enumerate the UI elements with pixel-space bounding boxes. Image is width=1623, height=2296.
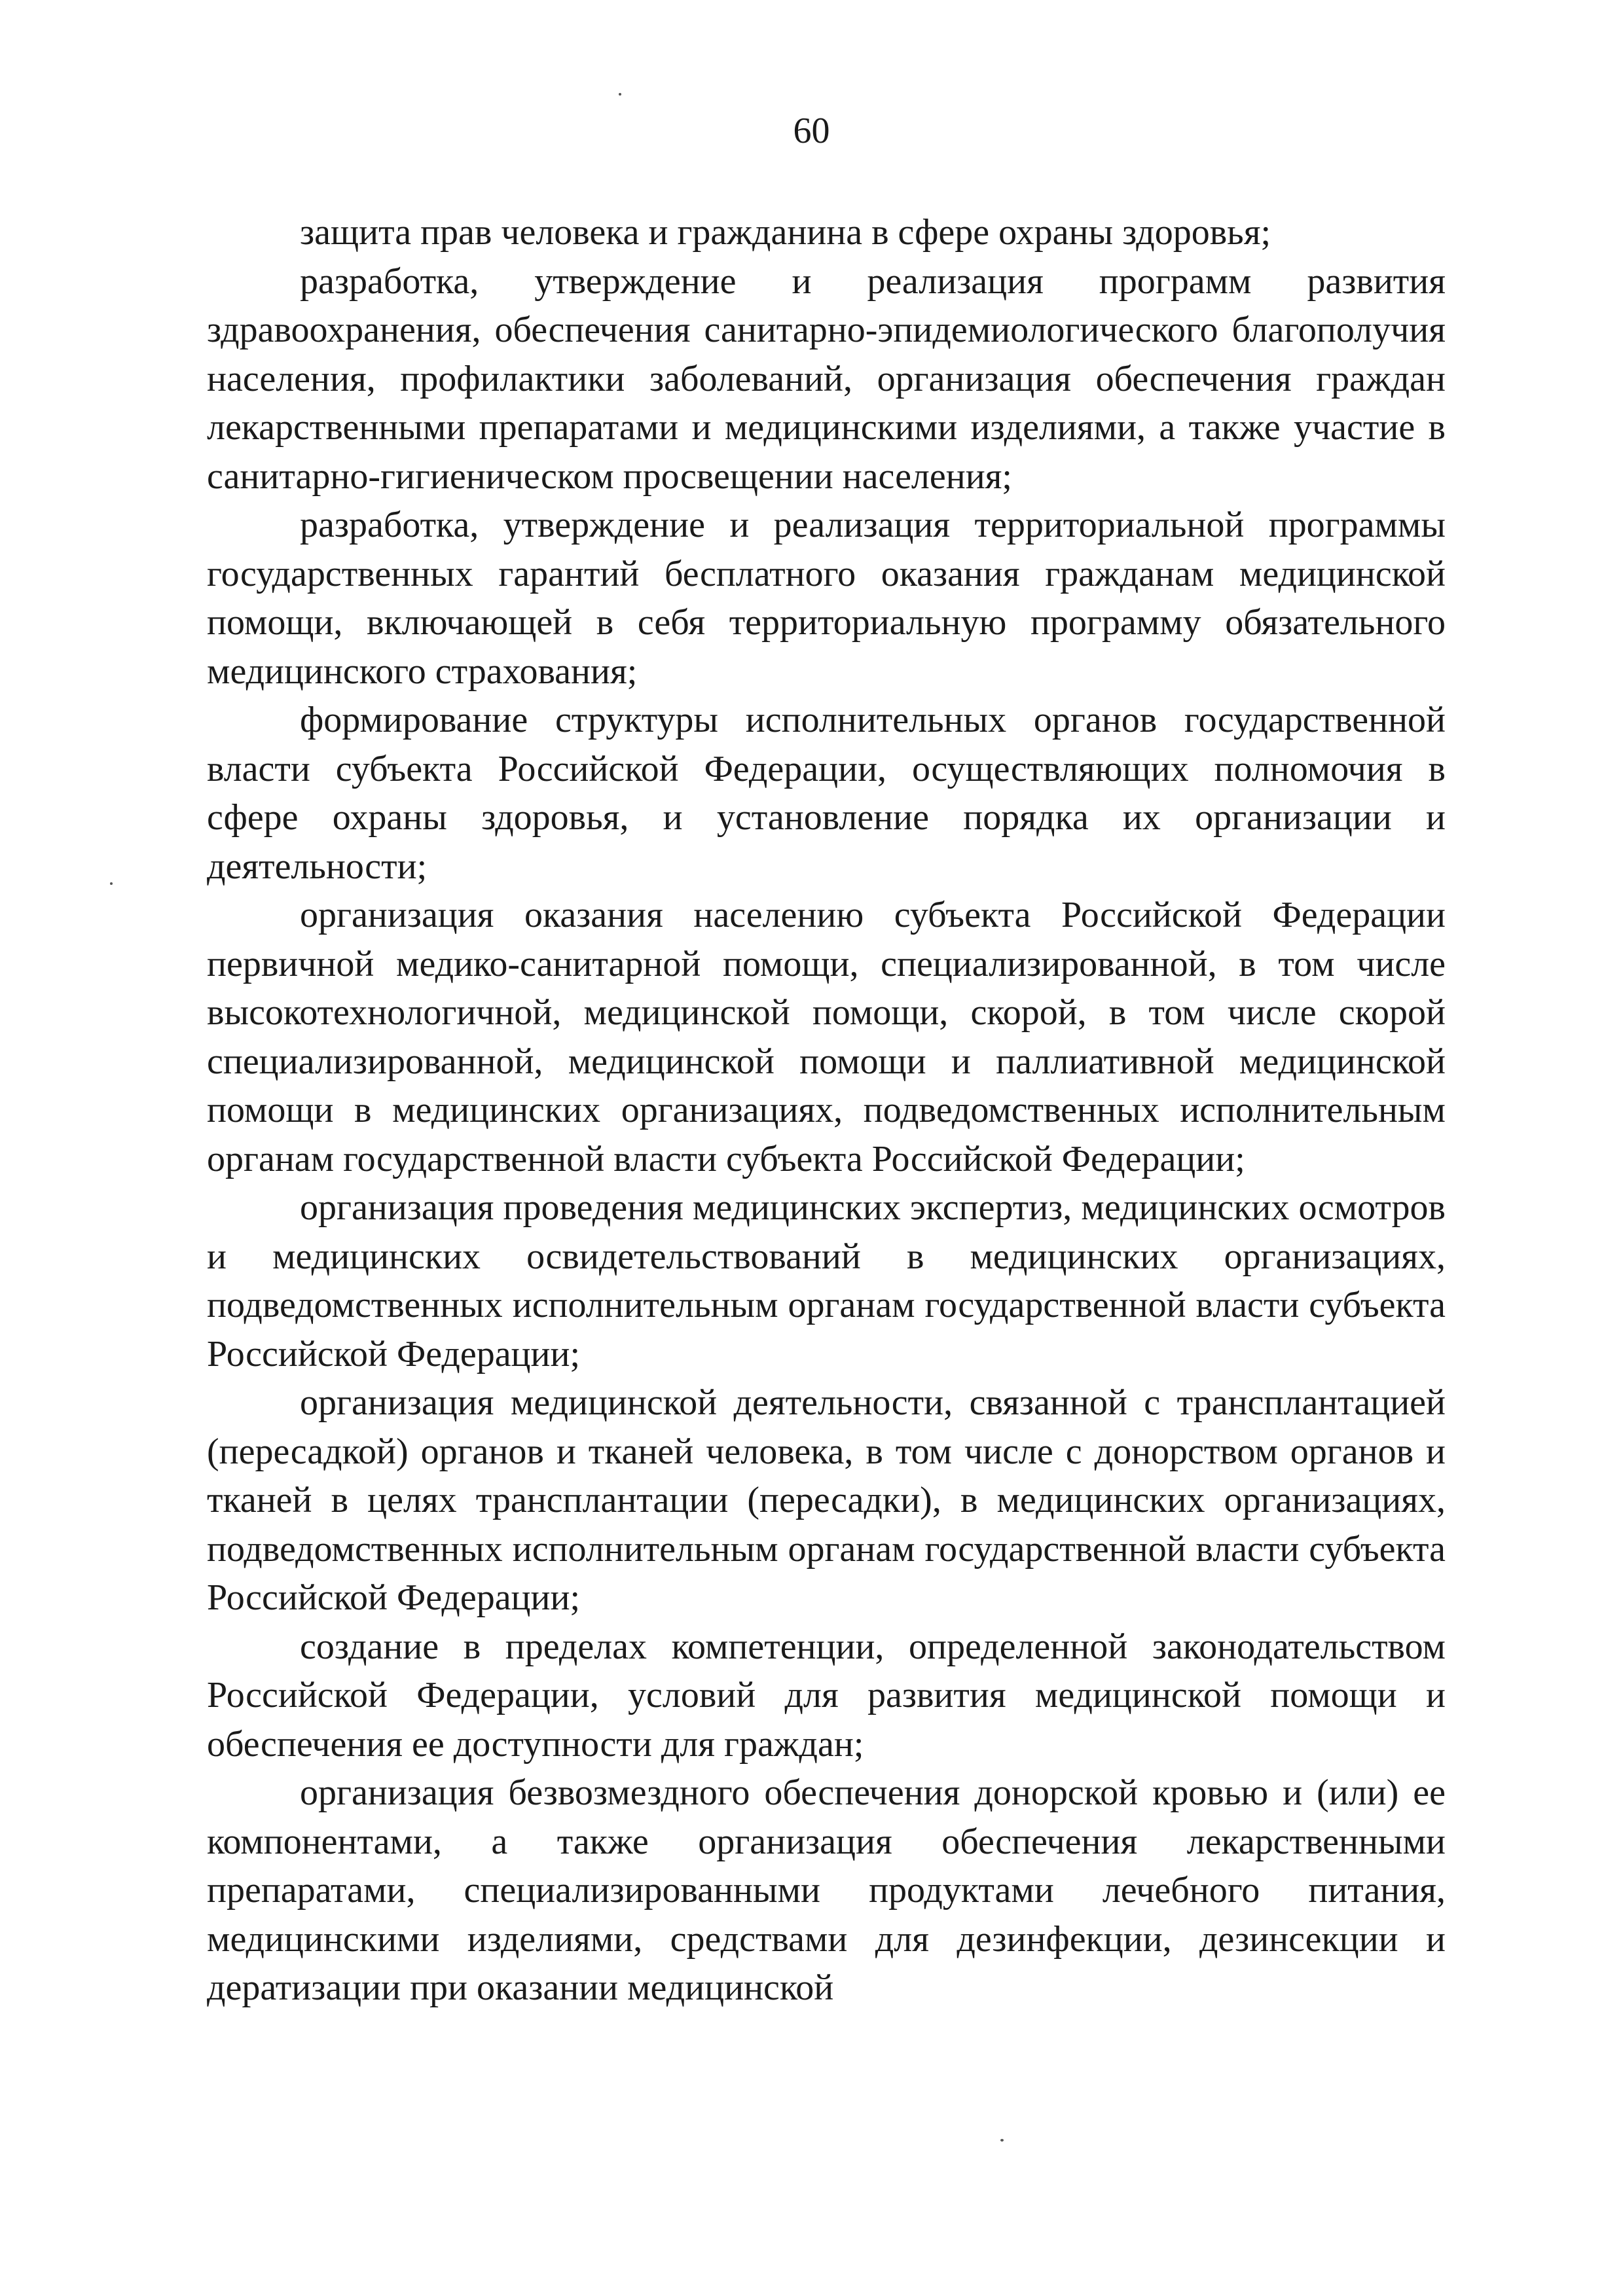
paragraph-1: защита прав человека и гражданина в сфере охраны здоровья; [300, 212, 1271, 253]
paragraph-3: разработка, утверждение и реализация территориальной программы государственных гарантий бесплатного оказания гражданам медицинской помощи, включающей в себя территориальную программу обязательного медицинского страхования; [207, 505, 1446, 692]
scan-speck [619, 93, 621, 96]
page-number: 60 [793, 111, 830, 151]
paragraph-7: организация медицинской деятельности, связанной с трансплантацией (пересадкой) органов и тканей человека, в том числе с донорством органов и тканей в целях трансплантации (пересадки), в медицинских организациях, подведомственных исполнительным органам государственной власти субъекта Российской Федерации; [207, 1382, 1446, 1618]
body-text [207, 208, 1446, 2013]
paragraph-6: организация проведения медицинских экспертиз, медицинских осмотров и медицинских освидетельствований в медицинских организациях, подведомственных исполнительным органам государственной власти субъекта Российской Федерации; [207, 1187, 1446, 1374]
paragraph-9: организация безвозмездного обеспечения донорской кровью и (или) ее компонентами, а также организация обеспечения лекарственными препаратами, специализированными продуктами лечебного питания, медицинскими изделиями, средствами для дезинфекции, дезинсекции и дератизации при оказании медицинской [207, 1772, 1446, 2008]
paragraph-4: формирование структуры исполнительных органов государственной власти субъекта Российской Федерации, осуществляющих полномочия в сфере охраны здоровья, и установление порядка их организации и деятельности; [207, 700, 1446, 887]
scan-speck [1000, 2139, 1004, 2142]
scan-speck [110, 882, 113, 885]
paragraph-2: разработка, утверждение и реализация программ развития здравоохранения, обеспечения санитарно-эпидемиологического благополучия населения, профилактики заболеваний, организация обеспечения граждан лекарственными препаратами и медицинскими изделиями, а также участие в санитарно-гигиеническом просвещении населения; [207, 260, 1446, 497]
paragraph-8: создание в пределах компетенции, определенной законодательством Российской Федерации, условий для развития медицинской помощи и обеспечения ее доступности для граждан; [207, 1626, 1446, 1765]
paragraph-5: организация оказания населению субъекта Российской Федерации первичной медико-санитарной помощи, специализированной, в том числе высокотехнологичной, медицинской помощи, скорой, в том числе скорой специализированной, медицинской помощи и паллиативной медицинской помощи в медицинских организациях, подведомственных исполнительным органам государственной власти субъекта Российской Федерации; [207, 895, 1446, 1179]
